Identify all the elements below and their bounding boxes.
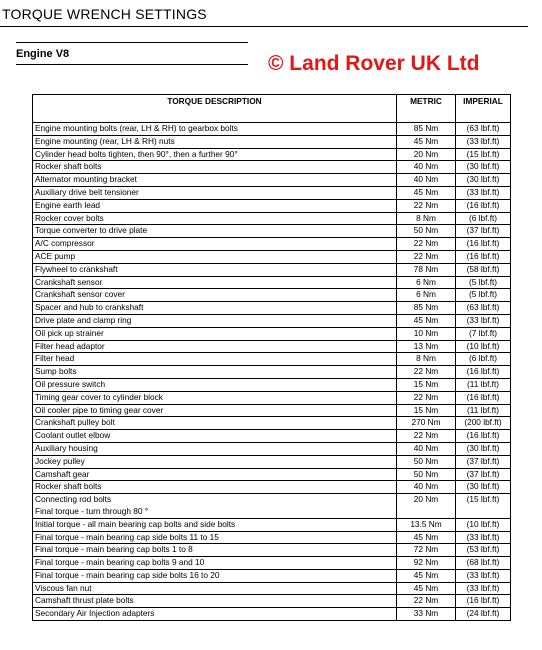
torque-description-cell <box>33 148 397 161</box>
table-row <box>33 314 511 327</box>
table-row <box>33 238 511 251</box>
torque-description: Camshaft thrust plate bolts <box>35 595 134 606</box>
metric-value: 22 Nm <box>397 391 456 404</box>
metric-value: 22 Nm <box>397 250 456 263</box>
torque-description-cell <box>33 481 397 494</box>
torque-description: Oil pressure switch <box>35 378 106 389</box>
torque-description-cell <box>33 442 397 455</box>
metric-value: 13 Nm <box>397 340 456 353</box>
table-row <box>33 595 511 608</box>
column-header-description: TORQUE DESCRIPTION <box>33 95 397 123</box>
torque-description-cell <box>33 468 397 481</box>
table-row <box>33 250 511 263</box>
torque-description: Final torque - main bearing cap bolts 1 to 8 <box>35 544 193 555</box>
metric-value: 20 Nm <box>397 148 456 161</box>
section-rule-bottom <box>16 64 248 65</box>
metric-value: 8 Nm <box>397 353 456 366</box>
title-rule <box>0 26 528 27</box>
table-row <box>33 417 511 430</box>
torque-description-cell <box>33 212 397 225</box>
imperial-value: (16 lbf.ft) <box>456 238 511 251</box>
metric-value: 22 Nm <box>397 366 456 379</box>
metric-value: 270 Nm <box>397 417 456 430</box>
table-row <box>33 340 511 353</box>
torque-description-cell <box>33 276 397 289</box>
table-row <box>33 391 511 404</box>
torque-description: Drive plate and clamp ring <box>35 314 132 325</box>
imperial-value: (16 lbf.ft) <box>456 199 511 212</box>
imperial-value: (11 lbf.ft) <box>456 378 511 391</box>
column-header-imperial: IMPERIAL <box>456 95 511 123</box>
table-row <box>33 327 511 340</box>
metric-value: 40 Nm <box>397 481 456 494</box>
imperial-value: (33 lbf.ft) <box>456 135 511 148</box>
table-row <box>33 494 511 519</box>
metric-value: 45 Nm <box>397 186 456 199</box>
metric-value: 22 Nm <box>397 430 456 443</box>
section-heading: Engine V8 <box>16 48 70 60</box>
torque-description-cell <box>33 378 397 391</box>
metric-value: 40 Nm <box>397 442 456 455</box>
torque-description-cell <box>33 353 397 366</box>
page-title: TORQUE WRENCH SETTINGS <box>2 6 207 22</box>
imperial-value: (10 lbf.ft) <box>456 340 511 353</box>
torque-description: Oil pick up strainer <box>35 327 104 338</box>
metric-value: 50 Nm <box>397 225 456 238</box>
torque-description-cell <box>33 250 397 263</box>
table-body <box>33 123 511 621</box>
torque-description-line2: Final torque - turn through 80 ° <box>35 505 149 516</box>
torque-description-cell <box>33 608 397 621</box>
imperial-value: (63 lbf.ft) <box>456 302 511 315</box>
table-row <box>33 582 511 595</box>
table-row <box>33 186 511 199</box>
torque-description: Rocker shaft bolts <box>35 481 102 492</box>
torque-description-cell <box>33 263 397 276</box>
torque-description: Final torque - main bearing cap bolts 9 and 10 <box>35 557 205 568</box>
torque-description-cell <box>33 569 397 582</box>
table-row <box>33 174 511 187</box>
imperial-value: (16 lbf.ft) <box>456 250 511 263</box>
section-rule-top <box>16 42 248 43</box>
torque-description-cell <box>33 417 397 430</box>
imperial-value: (11 lbf.ft) <box>456 404 511 417</box>
table-row <box>33 263 511 276</box>
imperial-value: (37 lbf.ft) <box>456 225 511 238</box>
torque-description-cell <box>33 518 397 531</box>
imperial-value: (24 lbf.ft) <box>456 608 511 621</box>
torque-description-cell <box>33 404 397 417</box>
imperial-value: (30 lbf.ft) <box>456 481 511 494</box>
table-row <box>33 225 511 238</box>
metric-value: 45 Nm <box>397 569 456 582</box>
torque-description: Flywheel to crankshaft <box>35 263 118 274</box>
torque-description: Crankshaft sensor cover <box>35 289 125 300</box>
torque-description: Rocker cover bolts <box>35 212 104 223</box>
table-row <box>33 276 511 289</box>
imperial-value: (15 lbf.ft) <box>456 148 511 161</box>
table-row <box>33 378 511 391</box>
metric-value: 15 Nm <box>397 378 456 391</box>
table-row <box>33 161 511 174</box>
torque-description-cell <box>33 544 397 557</box>
metric-value: 6 Nm <box>397 289 456 302</box>
torque-description: Connecting rod bolts <box>35 494 112 505</box>
torque-description: Alternator mounting bracket <box>35 174 137 185</box>
torque-description-cell <box>33 391 397 404</box>
table-row <box>33 212 511 225</box>
table-row <box>33 608 511 621</box>
table-row <box>33 353 511 366</box>
table-row <box>33 366 511 379</box>
imperial-value: (5 lbf.ft) <box>456 276 511 289</box>
imperial-value: (33 lbf.ft) <box>456 314 511 327</box>
torque-description: Crankshaft sensor <box>35 276 103 287</box>
torque-description-cell <box>33 289 397 302</box>
torque-description: Crankshaft pulley bolt <box>35 417 115 428</box>
imperial-value: (200 lbf.ft) <box>456 417 511 430</box>
torque-description-cell <box>33 238 397 251</box>
torque-description-cell <box>33 430 397 443</box>
imperial-value: (30 lbf.ft) <box>456 161 511 174</box>
imperial-value: (15 lbf.ft) <box>456 494 511 519</box>
metric-value: 10 Nm <box>397 327 456 340</box>
imperial-value: (16 lbf.ft) <box>456 391 511 404</box>
torque-description: Spacer and hub to crankshaft <box>35 302 144 313</box>
torque-description-cell <box>33 123 397 136</box>
metric-value: 13.5 Nm <box>397 518 456 531</box>
metric-value: 45 Nm <box>397 314 456 327</box>
imperial-value: (16 lbf.ft) <box>456 430 511 443</box>
metric-value: 6 Nm <box>397 276 456 289</box>
table-row <box>33 442 511 455</box>
metric-value: 22 Nm <box>397 595 456 608</box>
metric-value: 22 Nm <box>397 238 456 251</box>
imperial-value: (5 lbf.ft) <box>456 289 511 302</box>
imperial-value: (53 lbf.ft) <box>456 544 511 557</box>
torque-description: Engine mounting bolts (rear, LH & RH) to gearbox bolts <box>35 123 238 133</box>
imperial-value: (63 lbf.ft) <box>456 123 511 136</box>
metric-value: 45 Nm <box>397 531 456 544</box>
torque-description-cell <box>33 531 397 544</box>
metric-value: 15 Nm <box>397 404 456 417</box>
metric-value: 22 Nm <box>397 199 456 212</box>
torque-description-cell <box>33 366 397 379</box>
torque-description-cell <box>33 582 397 595</box>
imperial-value: (16 lbf.ft) <box>456 595 511 608</box>
torque-description: Sump bolts <box>35 366 77 377</box>
torque-description-cell <box>33 314 397 327</box>
imperial-value: (68 lbf.ft) <box>456 557 511 570</box>
torque-description: Initial torque - all main bearing cap bolts and side bolts <box>35 518 236 529</box>
torque-description: Filter head adaptor <box>35 340 105 351</box>
table-row <box>33 135 511 148</box>
table-row <box>33 544 511 557</box>
torque-description-cell <box>33 186 397 199</box>
torque-description: Timing gear cover to cylinder block <box>35 391 163 402</box>
torque-description: Jockey pulley <box>35 455 85 466</box>
metric-value: 20 Nm <box>397 494 456 519</box>
torque-description: Oil cooler pipe to timing gear cover <box>35 404 164 415</box>
torque-description: Engine earth lead <box>35 199 101 210</box>
torque-description: Secondary Air Injection adapters <box>35 608 155 619</box>
torque-description-cell <box>33 494 397 519</box>
imperial-value: (33 lbf.ft) <box>456 186 511 199</box>
metric-value: 72 Nm <box>397 544 456 557</box>
torque-description: Filter head <box>35 353 75 364</box>
table-row <box>33 455 511 468</box>
imperial-value: (30 lbf.ft) <box>456 174 511 187</box>
torque-description-cell <box>33 135 397 148</box>
metric-value: 50 Nm <box>397 455 456 468</box>
torque-description: Viscous fan nut <box>35 582 92 593</box>
torque-description: Cylinder head bolts tighten, then 90°, then a further 90° <box>35 148 238 159</box>
torque-description-cell <box>33 199 397 212</box>
torque-description-cell <box>33 302 397 315</box>
table-row <box>33 404 511 417</box>
torque-description-cell <box>33 595 397 608</box>
metric-value: 40 Nm <box>397 161 456 174</box>
metric-value: 45 Nm <box>397 582 456 595</box>
metric-value: 40 Nm <box>397 174 456 187</box>
torque-description-cell <box>33 557 397 570</box>
torque-description-cell <box>33 161 397 174</box>
torque-description-cell <box>33 174 397 187</box>
torque-description: Final torque - main bearing cap side bolts 11 to 15 <box>35 531 219 542</box>
table-row <box>33 531 511 544</box>
imperial-value: (30 lbf.ft) <box>456 442 511 455</box>
torque-description: Auxiliary housing <box>35 442 98 453</box>
metric-value: 78 Nm <box>397 263 456 276</box>
torque-description-cell <box>33 225 397 238</box>
imperial-value: (37 lbf.ft) <box>456 455 511 468</box>
metric-value: 45 Nm <box>397 135 456 148</box>
imperial-value: (33 lbf.ft) <box>456 531 511 544</box>
torque-description: ACE pump <box>35 250 76 261</box>
metric-value: 8 Nm <box>397 212 456 225</box>
table-row <box>33 518 511 531</box>
torque-description: Torque converter to drive plate <box>35 225 148 236</box>
imperial-value: (6 lbf.ft) <box>456 353 511 366</box>
metric-value: 85 Nm <box>397 302 456 315</box>
table-row <box>33 569 511 582</box>
copyright-watermark: © Land Rover UK Ltd <box>268 52 480 75</box>
metric-value: 33 Nm <box>397 608 456 621</box>
torque-description: Coolant outlet elbow <box>35 430 111 441</box>
torque-table <box>32 94 511 621</box>
torque-description: Final torque - main bearing cap side bolts 16 to 20 <box>35 569 220 580</box>
imperial-value: (33 lbf.ft) <box>456 569 511 582</box>
imperial-value: (7 lbf.ft) <box>456 327 511 340</box>
table-row <box>33 468 511 481</box>
torque-description-cell <box>33 455 397 468</box>
torque-description: Engine mounting (rear, LH & RH) nuts <box>35 135 175 146</box>
imperial-value: (16 lbf.ft) <box>456 366 511 379</box>
torque-description: Rocker shaft bolts <box>35 161 102 172</box>
metric-value: 85 Nm <box>397 123 456 136</box>
table-row <box>33 148 511 161</box>
torque-description-cell <box>33 340 397 353</box>
metric-value: 50 Nm <box>397 468 456 481</box>
table-row <box>33 199 511 212</box>
torque-description-cell <box>33 327 397 340</box>
table-header-row <box>33 95 511 123</box>
imperial-value: (10 lbf.ft) <box>456 518 511 531</box>
table-row <box>33 557 511 570</box>
table-row <box>33 481 511 494</box>
imperial-value: (37 lbf.ft) <box>456 468 511 481</box>
torque-description: Camshaft gear <box>35 468 90 479</box>
torque-description: Auxiliary drive belt tensioner <box>35 186 139 197</box>
table-row <box>33 289 511 302</box>
column-header-metric: METRIC <box>397 95 456 123</box>
imperial-value: (33 lbf.ft) <box>456 582 511 595</box>
table-row <box>33 430 511 443</box>
table-row <box>33 302 511 315</box>
imperial-value: (6 lbf.ft) <box>456 212 511 225</box>
imperial-value: (58 lbf.ft) <box>456 263 511 276</box>
torque-description: A/C compressor <box>35 238 95 249</box>
table-row <box>33 123 511 136</box>
metric-value: 92 Nm <box>397 557 456 570</box>
